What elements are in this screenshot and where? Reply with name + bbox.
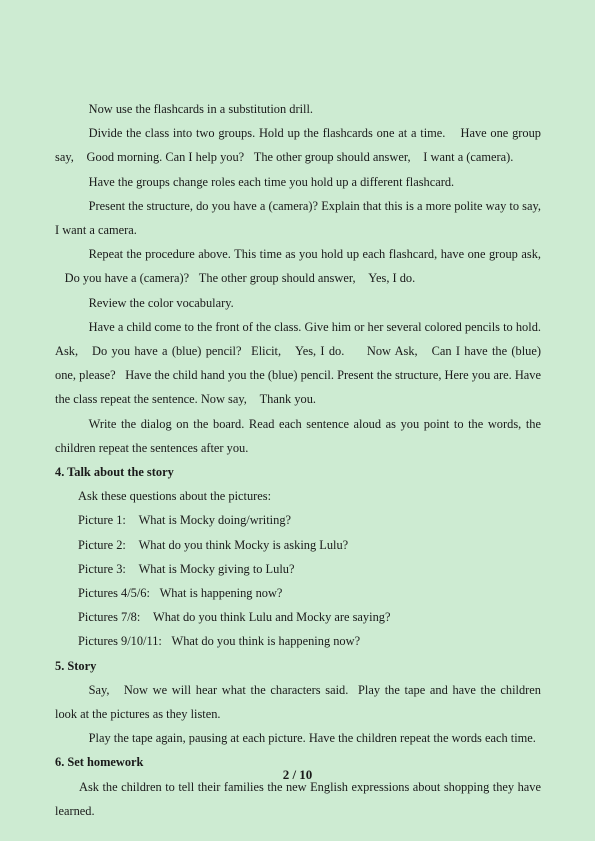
section-heading: 5. Story xyxy=(55,658,97,673)
section-intro: Ask these questions about the pictures: xyxy=(78,489,272,504)
paragraph: Have a child come to the front of the class. Give him or her several colored pencils to hold. Ask, Do you have a (blue) pencil? Elicit, Yes, I do. Now Ask, Can I have the (blue) one, please? Have the child hand you the (blue) pencil. Present the structure, Here you are. Have the class repeat the sentence. Now say, Thank you. xyxy=(55,319,541,407)
paragraph: Play the tape again, pausing at each picture. Have the children repeat the words each time. xyxy=(79,731,527,746)
paragraph: Have the groups change roles each time you hold up a different flashcard. xyxy=(79,174,445,189)
section-heading: 6. Set homework xyxy=(55,755,144,770)
page-number: 2 / 10 xyxy=(282,767,313,782)
paragraph: Say, Now we will hear what the characters said. Play the tape and have the children look at the pictures as they listen. xyxy=(55,682,541,722)
paragraph: Repeat the procedure above. This time as you hold up each flashcard, have one group ask, Do you have a (camera)? The other group should answer, Yes, I do. xyxy=(55,247,541,286)
question-item: Picture 2: What do you think Mocky is asking Lulu? xyxy=(78,537,339,552)
question-item: Picture 3: What is Mocky giving to Lulu? xyxy=(78,561,285,576)
paragraph: Now use the flashcards in a substitution drill. xyxy=(79,102,304,116)
section-heading: 4. Talk about the story xyxy=(55,465,174,480)
question-item: Pictures 4/5/6: What is happening now? xyxy=(78,586,276,601)
question-item: Pictures 7/8: What do you think Lulu and Mocky are saying? xyxy=(78,610,381,625)
question-item: Picture 1: What is Mocky doing/writing? xyxy=(78,513,282,528)
document-body xyxy=(55,97,541,823)
paragraph: Divide the class into two groups. Hold up the flashcards one at a time. Have one group say, Good morning. Can I help you? The other group should answer, I want a (camera). xyxy=(55,126,541,165)
paragraph: Write the dialog on the board. Read each sentence aloud as you point to the words, the children repeat the sentences after you. xyxy=(55,416,541,455)
paragraph: Ask the children to tell their families the new English expressions about shopping they have learned. xyxy=(55,779,541,818)
question-item: Pictures 9/10/11: What do you think is happening now? xyxy=(78,634,354,649)
paragraph: Review the color vocabulary. xyxy=(79,295,225,310)
paragraph: Present the structure, do you have a (camera)? Explain that this is a more polite way to say, I want a camera. xyxy=(55,198,541,238)
